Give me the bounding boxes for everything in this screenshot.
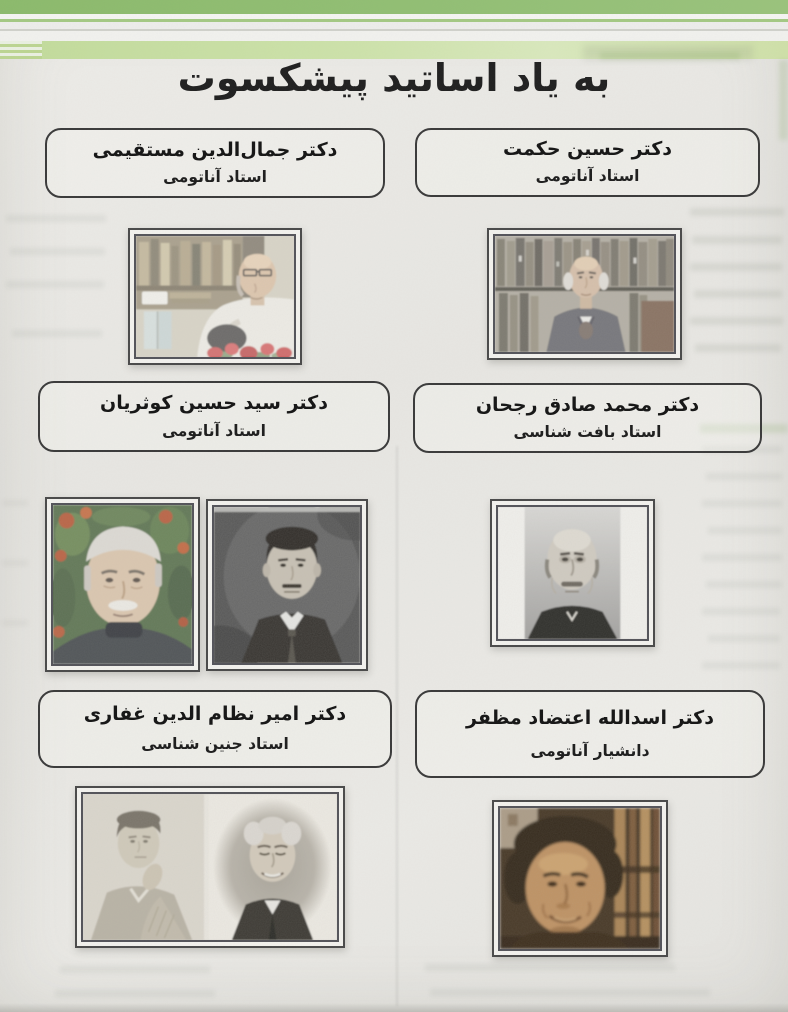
photo-frame-rajhan — [490, 499, 655, 647]
namebox-kosarian — [38, 381, 390, 452]
person-role: استاد آناتومی — [535, 167, 640, 186]
header-light-stripe — [0, 22, 788, 29]
person-role: استاد بافت شناسی — [513, 423, 662, 441]
header-green-stripe — [0, 0, 788, 14]
person-name: دکتر محمد صادق رجحان — [475, 393, 700, 416]
bleed-through-text — [690, 317, 783, 325]
person-name: دکتر سید حسین کوثریان — [100, 391, 328, 414]
photo-frame-mostaghimi — [128, 228, 302, 365]
photo-frame-hekmat — [487, 228, 682, 360]
hekmat-photo — [495, 236, 674, 352]
kosarian-photo-elderly — [53, 505, 192, 664]
namebox-mozaffar — [415, 690, 765, 778]
bleed-through-text — [708, 527, 782, 534]
kosarian-photo-young — [214, 507, 360, 663]
photo-frame-mozaffar — [492, 800, 668, 957]
bleed-through-text — [2, 620, 28, 626]
bleed-through-text — [10, 248, 105, 255]
person-name: دکتر حسین حکمت — [502, 138, 673, 161]
person-name: دکتر اسدالله اعتضاد مظفر — [466, 706, 714, 729]
bleed-through-column-rule — [396, 446, 398, 1006]
person-name: دکتر امیر نظام الدین غفاری — [83, 703, 347, 726]
photo-matte — [496, 505, 649, 641]
bleed-through-text — [12, 330, 102, 337]
bleed-through-text — [706, 581, 782, 588]
photo-frame-ghaffari — [75, 786, 345, 948]
bleed-through-text — [55, 990, 215, 997]
bleed-through-text — [702, 662, 780, 669]
photo-frame-kosarian-2 — [206, 499, 368, 671]
namebox-mostaghimi — [45, 128, 385, 198]
bleed-through-text — [2, 500, 28, 506]
person-role: استاد آناتومی — [162, 421, 266, 440]
bleed-through-text — [690, 208, 784, 216]
namebox-rajhan — [413, 383, 762, 453]
bleed-through-text — [6, 281, 104, 288]
person-role: استاد آناتومی — [163, 168, 267, 186]
photo-matte — [51, 503, 194, 666]
bleed-through-text — [702, 500, 782, 507]
bleed-through-text — [430, 989, 710, 996]
namebox-ghaffari — [38, 690, 392, 768]
bleed-through-text — [708, 635, 780, 642]
bleed-through-text — [425, 964, 675, 971]
bleed-through-text — [692, 236, 782, 244]
bleed-through-text — [2, 560, 28, 566]
mozaffar-photo — [500, 808, 660, 949]
photo-matte — [212, 505, 362, 665]
bleed-through-text — [694, 290, 782, 298]
bleed-through-text — [6, 215, 106, 222]
photo-matte — [498, 806, 662, 951]
namebox-hekmat — [415, 128, 760, 197]
person-role: استاد جنین شناسی — [141, 735, 289, 754]
bleed-through-text — [702, 554, 782, 561]
photo-frame-kosarian-1 — [45, 497, 200, 672]
mostaghimi-photo — [136, 236, 294, 357]
page-title: به یاد اساتید پیشکسوت — [177, 56, 611, 100]
rajhan-photo — [498, 507, 647, 639]
bleed-through-text — [690, 263, 782, 271]
photo-matte — [493, 234, 676, 354]
bleed-through-text — [695, 344, 781, 352]
photo-matte — [134, 234, 296, 359]
bleed-through-text — [702, 608, 780, 615]
bleed-through-text — [706, 473, 782, 480]
person-name: دکتر جمال‌الدین مستقیمی — [92, 138, 338, 161]
ghaffari-photo-pair — [83, 794, 337, 940]
page-bottom-shadow — [0, 1003, 788, 1012]
photo-matte — [81, 792, 339, 942]
bleed-through-text — [60, 966, 210, 973]
header-white-stripe-2 — [0, 31, 788, 41]
person-role: دانشیار آناتومی — [530, 742, 650, 760]
